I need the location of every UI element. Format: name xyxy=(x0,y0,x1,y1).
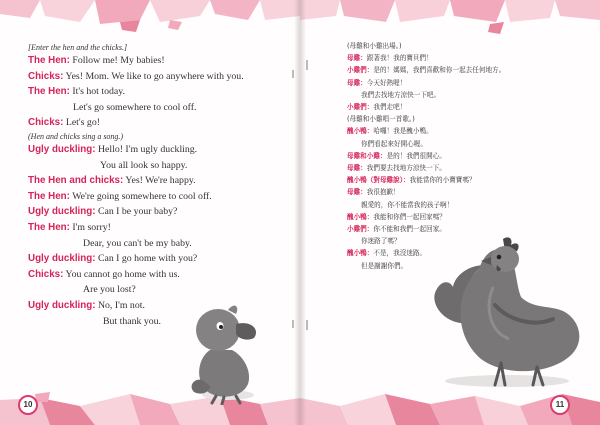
stage-direction: (Hen and chicks sing a song.) xyxy=(28,131,124,141)
dialogue-line xyxy=(28,220,288,236)
dialogue-line xyxy=(347,101,547,113)
dialogue-line xyxy=(28,158,288,174)
dialogue-text: I'm sorry! xyxy=(72,221,111,233)
stage-direction: (母雞和小雞出場。) xyxy=(347,42,402,50)
dialogue-line xyxy=(28,173,288,189)
dialogue-line xyxy=(28,53,288,69)
speaker-label: 醜小鴨： xyxy=(347,127,374,136)
dialogue-line xyxy=(347,77,547,89)
duckling-illustration xyxy=(180,300,270,405)
speaker-label: 母雞和小雞： xyxy=(347,151,387,160)
speaker-label: The Hen and chicks: xyxy=(28,175,124,187)
speaker-label: Chicks: xyxy=(28,117,64,129)
dialogue-text: 我們走吧！ xyxy=(373,103,407,112)
speaker-label: Ugly duckling: xyxy=(28,206,96,218)
english-script xyxy=(28,42,288,329)
speaker-label: 醜小鴨： xyxy=(347,212,374,221)
dialogue-text: Let's go somewhere to cool off. xyxy=(73,101,197,113)
dialogue-text: Follow me! My babies! xyxy=(72,55,165,66)
dialogue-line xyxy=(28,204,288,220)
speaker-label: 小雞們： xyxy=(347,66,374,75)
speaker-label: The Hen: xyxy=(28,221,70,233)
speaker-label: Ugly duckling: xyxy=(28,143,96,155)
dialogue-text: Can I go home with you? xyxy=(97,253,198,265)
dialogue-text: 我能當你的小寶寶嗎？ xyxy=(409,176,476,185)
speaker-label: The Hen: xyxy=(28,86,70,98)
speaker-label: 母雞： xyxy=(347,54,367,63)
speaker-label: Ugly duckling: xyxy=(28,253,96,265)
dialogue-text: But thank you. xyxy=(103,315,161,327)
dialogue-line xyxy=(347,89,547,101)
dialogue-text: Dear, you can't be my baby. xyxy=(83,237,192,249)
stage-direction: (母雞和小雞唱一首歌。) xyxy=(347,115,415,124)
dialogue-text: 我能和你們一起回家嗎？ xyxy=(373,212,446,221)
speaker-label: Chicks: xyxy=(28,70,64,82)
dialogue-text: 你不能和我們一起回家。 xyxy=(373,225,446,234)
dialogue-line xyxy=(28,100,288,116)
dialogue-text: 不是，我沒迷路。 xyxy=(373,249,427,258)
dialogue-text: 跟著我！我的寶貝們！ xyxy=(366,54,433,63)
dialogue-line xyxy=(347,211,547,223)
dialogue-text: 但是謝謝你們。 xyxy=(361,261,408,270)
dialogue-text: Let's go! xyxy=(65,117,100,129)
speaker-label: 母雞： xyxy=(347,188,367,197)
speaker-label: 醜小鴨（對母雞說）： xyxy=(347,176,410,185)
dialogue-line xyxy=(347,150,547,162)
dialogue-text: We're going somewhere to cool off. xyxy=(72,190,212,202)
speaker-label: 小雞們： xyxy=(347,103,374,112)
dialogue-line xyxy=(28,84,288,100)
dialogue-text: Yes! Mom. We like to go anywhere with you. xyxy=(65,70,244,82)
dialogue-text: 我們去找地方涼快一下吧。 xyxy=(361,90,441,99)
dialogue-text: 你迷路了嗎？ xyxy=(361,237,401,246)
dialogue-line xyxy=(28,189,288,205)
speaker-label: The Hen: xyxy=(28,55,70,66)
dialogue-line xyxy=(28,236,288,252)
dialogue-text: Hello! I'm ugly duckling. xyxy=(97,143,198,155)
crease-mark xyxy=(306,60,310,80)
dialogue-text: 我很抱歉！ xyxy=(366,188,400,197)
speaker-label: Ugly duckling: xyxy=(28,299,96,311)
dialogue-line xyxy=(347,162,547,174)
dialogue-text: 今天好熱喔！ xyxy=(366,78,407,87)
stage-direction: [Enter the hen and the chicks.] xyxy=(28,43,128,52)
speaker-label: The Hen: xyxy=(28,190,70,202)
dialogue-text: Are you lost? xyxy=(83,284,136,296)
dialogue-line xyxy=(28,282,288,298)
speaker-label: 母雞： xyxy=(347,164,367,173)
speaker-label: 醜小鴨： xyxy=(347,249,374,258)
page-number-right: 11 xyxy=(550,395,570,415)
dialogue-text: You all look so happy. xyxy=(100,159,188,171)
dialogue-line xyxy=(28,267,288,283)
crease-mark xyxy=(306,320,310,340)
top-pink-decoration-left xyxy=(0,0,300,45)
dialogue-text: 你們看起來好開心喔。 xyxy=(361,139,427,148)
dialogue-text: You cannot go home with us. xyxy=(65,268,180,280)
speaker-label: 小雞們： xyxy=(347,225,374,234)
dialogue-text: 是的！我們很開心。 xyxy=(386,151,446,160)
dialogue-line xyxy=(28,115,288,131)
dialogue-line xyxy=(28,69,288,85)
dialogue-text: 哈囉！我是醜小鴨。 xyxy=(373,127,433,136)
dialogue-line xyxy=(347,125,547,137)
dialogue-text: Yes! We're happy. xyxy=(125,175,196,187)
dialogue-text: No, I'm not. xyxy=(97,299,145,311)
speaker-label: Chicks: xyxy=(28,268,64,280)
page-number-left: 10 xyxy=(18,395,38,415)
dialogue-line xyxy=(347,186,547,198)
dialogue-text: 我們要去找地方涼快一下。 xyxy=(366,164,446,173)
dialogue-line xyxy=(347,138,547,150)
dialogue-line xyxy=(28,251,288,267)
dialogue-line xyxy=(28,142,288,158)
dialogue-text: Can I be your baby? xyxy=(97,206,178,218)
dialogue-line xyxy=(347,64,547,76)
dialogue-text: It's hot today. xyxy=(72,86,125,98)
dialogue-line xyxy=(347,52,547,64)
dialogue-line xyxy=(347,174,547,186)
top-pink-decoration-right xyxy=(300,0,600,45)
book-gutter xyxy=(294,0,306,425)
hen-illustration xyxy=(425,235,585,390)
dialogue-text: 是的！媽媽，我們喜歡和你一起去任何地方。 xyxy=(373,66,506,75)
dialogue-line xyxy=(347,223,547,235)
dialogue-text: 親愛的，你不能當我的孩子啊！ xyxy=(361,200,454,209)
dialogue-line xyxy=(347,199,547,211)
speaker-label: 母雞： xyxy=(347,78,367,87)
